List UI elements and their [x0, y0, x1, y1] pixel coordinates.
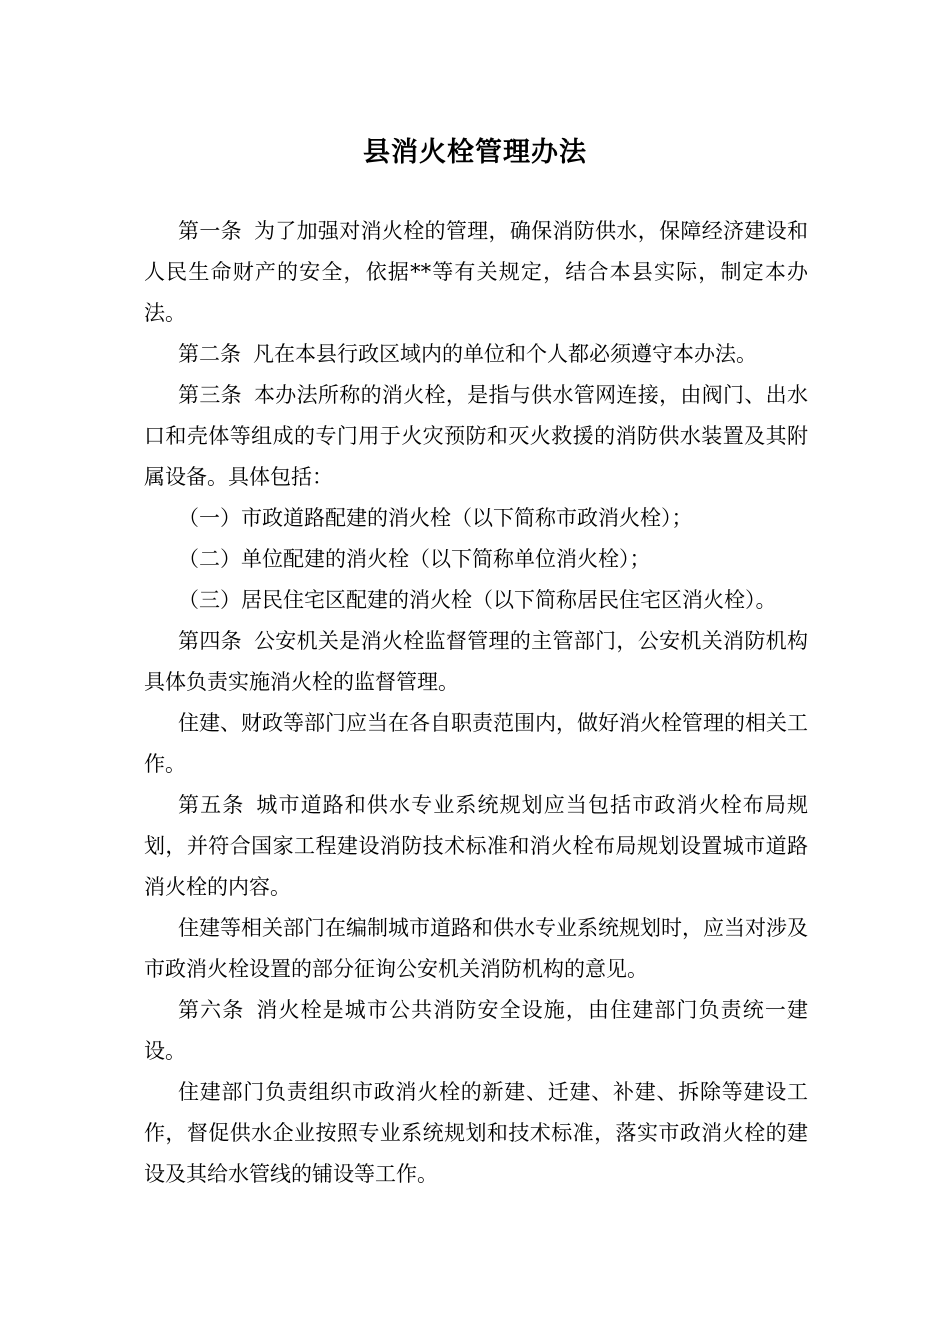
paragraph-article-6-sub	[144, 1072, 808, 1195]
paragraph-article-3	[144, 375, 808, 498]
article-number: 第四条	[178, 629, 242, 653]
paragraph-text: 城市道路和供水专业系统规划应当包括市政消火栓布局规划，并符合国家工程建设消防技术标准和消火栓布局规划设置城市道路消火栓的内容。	[144, 793, 809, 899]
list-item-3	[144, 580, 808, 621]
article-number: 第五条	[178, 793, 245, 817]
article-number: 第二条	[178, 342, 241, 366]
paragraph-article-5-sub	[144, 908, 808, 990]
document-body	[144, 211, 808, 1195]
article-number: 第一条	[178, 219, 242, 243]
paragraph-article-6	[144, 990, 808, 1072]
list-item-2	[144, 539, 808, 580]
paragraph-text: 本办法所称的消火栓，是指与供水管网连接，由阀门、出水口和壳体等组成的专门用于火灾预防和灭火救援的消防供水装置及其附属设备。具体包括：	[144, 383, 809, 489]
paragraph-text: 住建等相关部门在编制城市道路和供水专业系统规划时，应当对涉及市政消火栓设置的部分征询公安机关消防机构的意见。	[144, 916, 808, 981]
document-title: 县消火栓管理办法	[363, 137, 587, 168]
paragraph-text: 住建、财政等部门应当在各自职责范围内，做好消火栓管理的相关工作。	[144, 711, 808, 776]
paragraph-article-2	[144, 334, 808, 375]
article-number: 第三条	[178, 383, 242, 407]
paragraph-text: （一）市政道路配建的消火栓（以下简称市政消火栓）；	[178, 506, 693, 530]
paragraph-article-5	[144, 785, 808, 908]
paragraph-article-4-sub	[144, 703, 808, 785]
paragraph-text: 为了加强对消火栓的管理，确保消防供水，保障经济建设和人民生命财产的安全，依据**等有关规定，结合本县实际，制定本办法。	[144, 219, 809, 325]
list-item-1	[144, 498, 808, 539]
paragraph-article-1	[144, 211, 808, 334]
article-number: 第六条	[178, 998, 245, 1022]
paragraph-article-4	[144, 621, 808, 703]
paragraph-text: 住建部门负责组织市政消火栓的新建、迁建、补建、拆除等建设工作，督促供水企业按照专业系统规划和技术标准，落实市政消火栓的建设及其给水管线的铺设等工作。	[144, 1080, 808, 1186]
paragraph-text: （三）居民住宅区配建的消火栓（以下简称居民住宅区消火栓）。	[178, 588, 777, 612]
paragraph-text: 公安机关是消火栓监督管理的主管部门，公安机关消防机构具体负责实施消火栓的监督管理。	[144, 629, 809, 694]
paragraph-text: （二）单位配建的消火栓（以下简称单位消火栓）；	[178, 547, 651, 571]
paragraph-text: 凡在本县行政区域内的单位和个人都必须遵守本办法。	[253, 342, 757, 366]
paragraph-text: 消火栓是城市公共消防安全设施，由住建部门负责统一建设。	[144, 998, 809, 1063]
